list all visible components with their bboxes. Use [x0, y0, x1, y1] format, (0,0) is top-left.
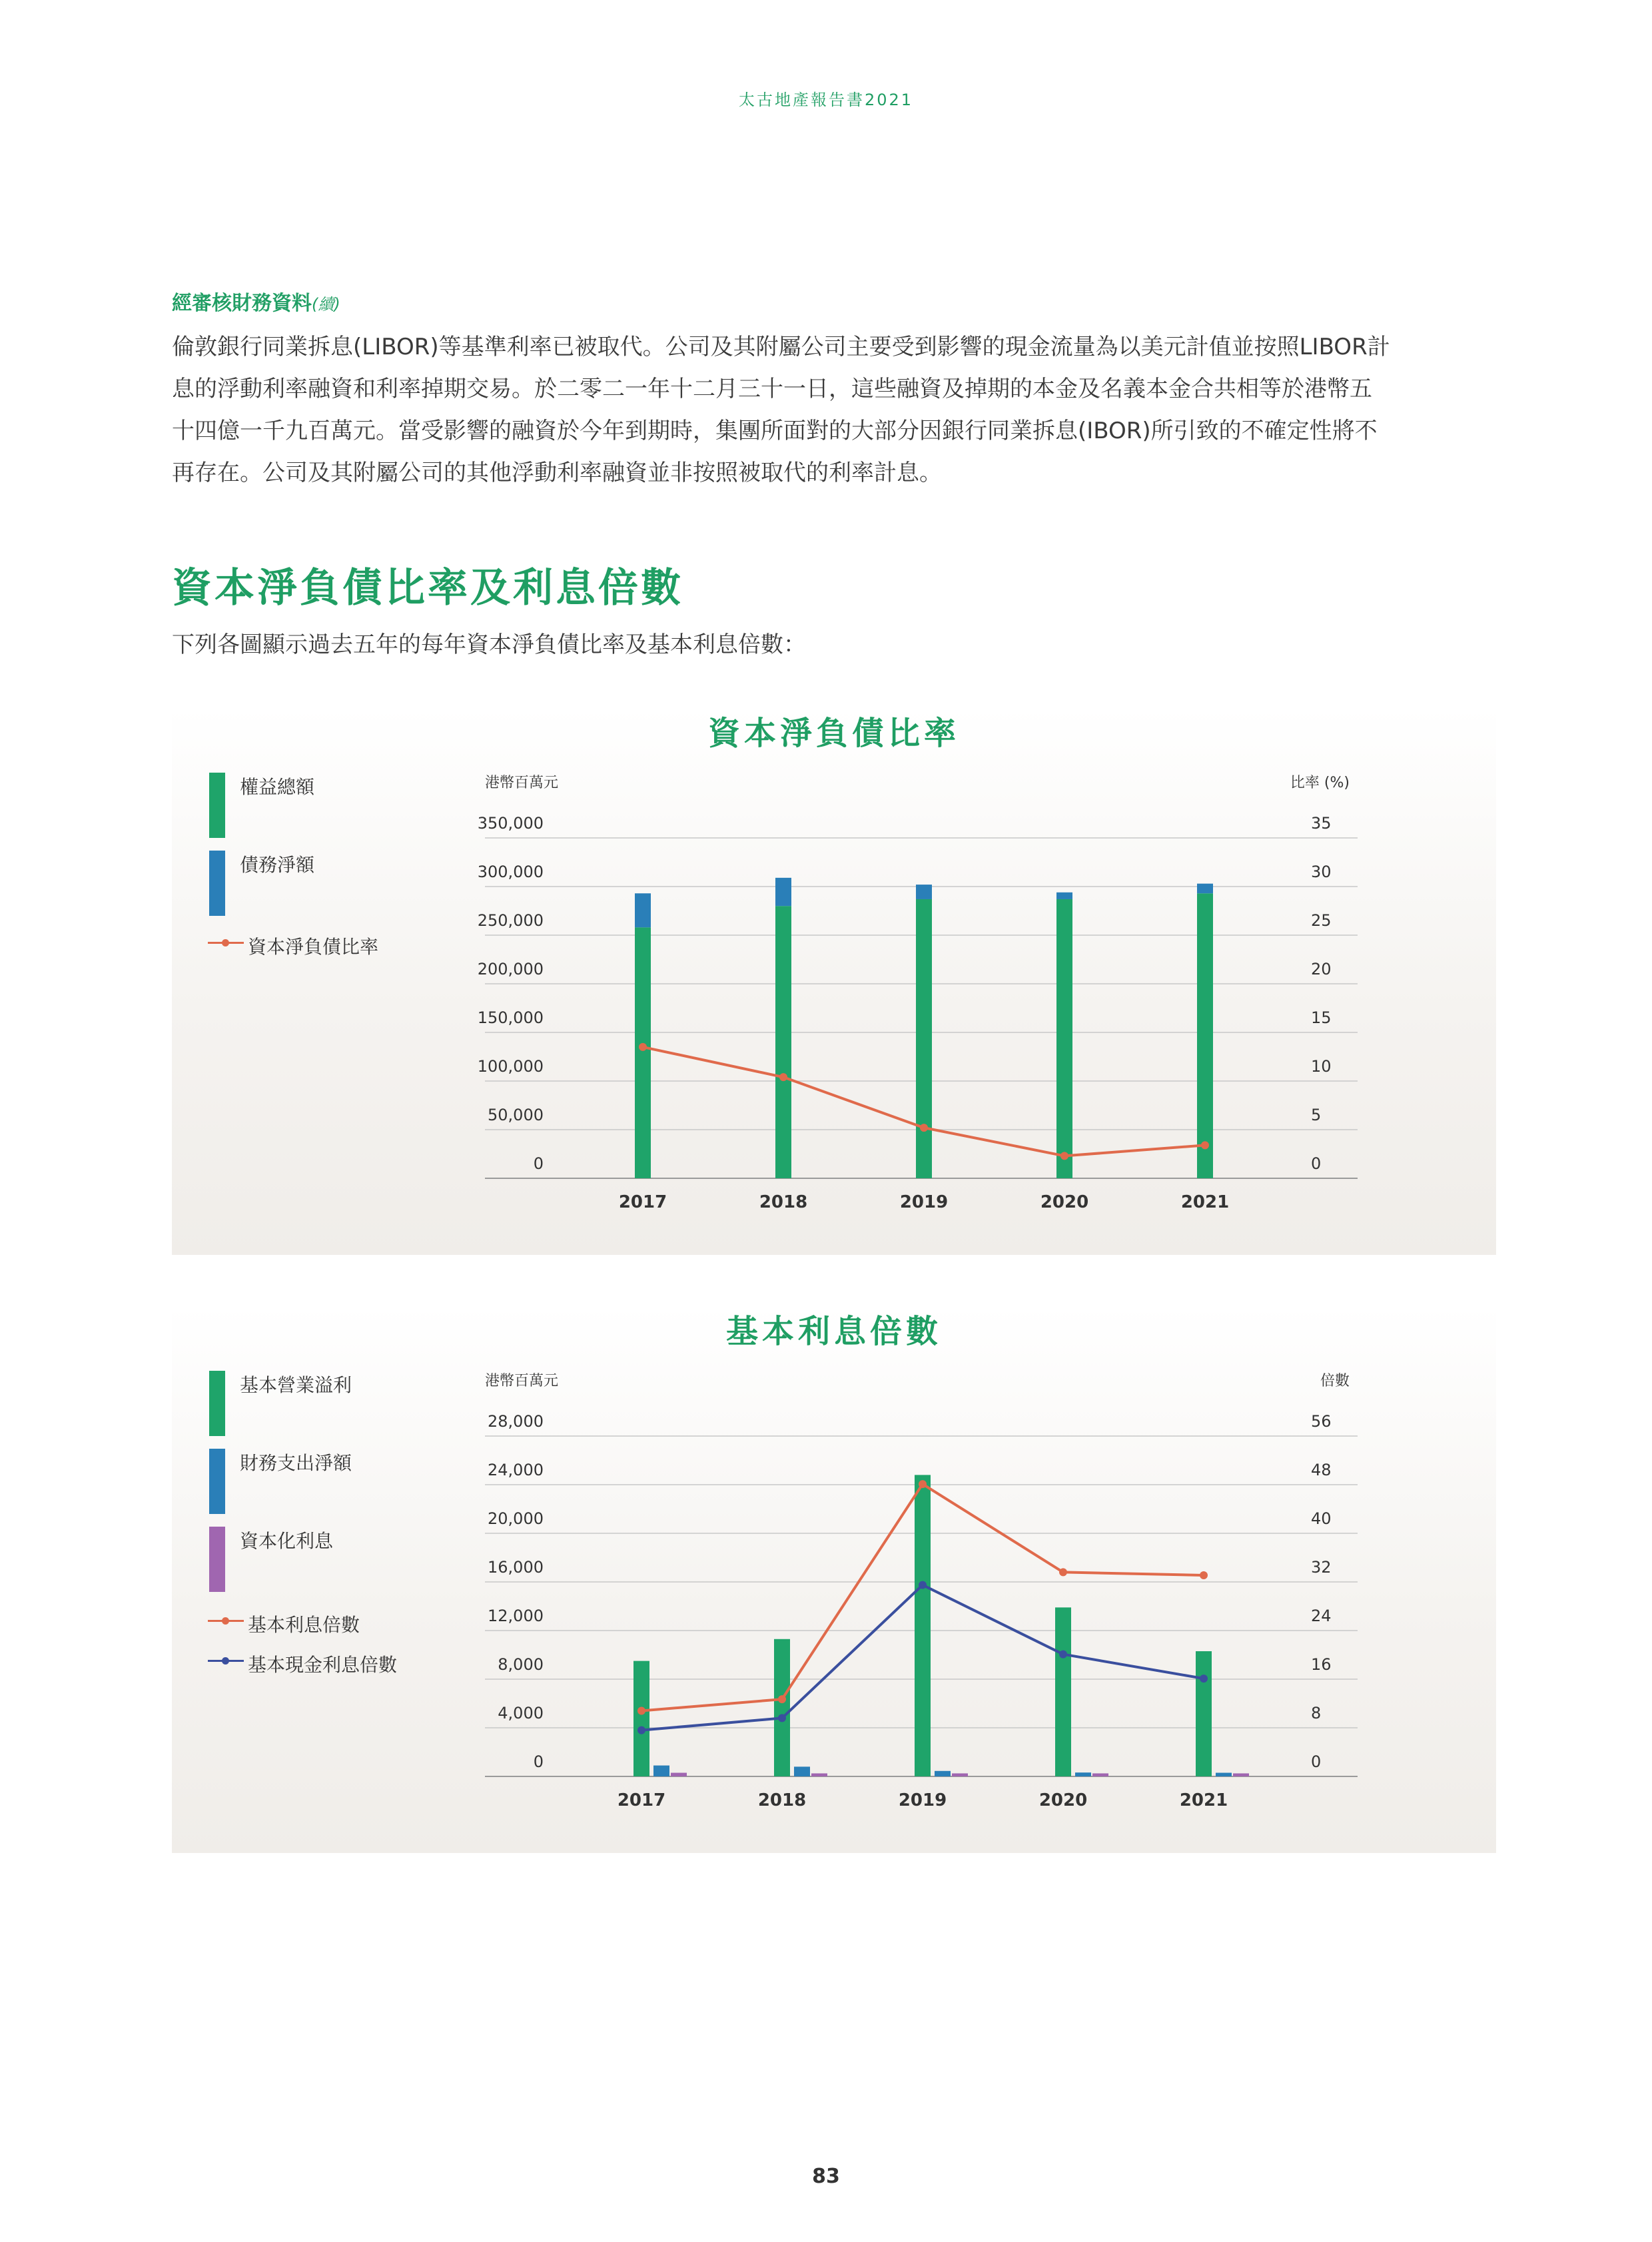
y2-tick-label: 0 [1311, 1752, 1322, 1771]
bar [811, 1773, 827, 1776]
line-point [919, 1480, 927, 1488]
y-tick-label: 150,000 [477, 1008, 544, 1027]
x-tick-label: 2018 [757, 1790, 807, 1810]
bar [935, 1771, 951, 1776]
bar [671, 1773, 687, 1776]
left-axis-label: 港幣百萬元 [485, 1373, 559, 1389]
line-point [1060, 1152, 1068, 1160]
main-title: 資本淨負債比率及利息倍數 [172, 565, 683, 611]
line-point [1059, 1651, 1067, 1659]
interest-cover-chart [172, 1306, 1496, 1853]
line-point [778, 1714, 786, 1722]
line-point [1059, 1568, 1067, 1576]
bar [633, 1661, 649, 1776]
bar [635, 893, 651, 927]
y-tick-label: 24,000 [488, 1461, 544, 1479]
y-tick-label: 100,000 [477, 1057, 544, 1076]
right-axis-label: 倍數 [1320, 1373, 1350, 1389]
right-axis-label: 比率 (%) [1290, 775, 1350, 791]
x-tick-label: 2021 [1180, 1192, 1230, 1212]
bar [1056, 893, 1072, 899]
line-point [637, 1706, 645, 1714]
y-tick-label: 250,000 [477, 911, 544, 930]
y-tick-label: 20,000 [488, 1509, 544, 1528]
y2-tick-label: 16 [1311, 1655, 1332, 1674]
y2-tick-label: 32 [1311, 1558, 1332, 1577]
y-tick-label: 28,000 [488, 1412, 544, 1431]
legend-label: 資本化利息 [240, 1530, 334, 1552]
bar [952, 1773, 968, 1776]
legend-label: 基本營業溢利 [240, 1374, 352, 1396]
interest-cover-chart-panel [172, 1306, 1496, 1853]
x-tick-label: 2017 [618, 1192, 667, 1212]
x-tick-label: 2017 [617, 1790, 666, 1810]
bar [916, 885, 932, 899]
bar [1196, 1651, 1212, 1776]
line-point [778, 1695, 786, 1703]
chart-title: 資本淨負債比率 [707, 715, 960, 752]
line-point [1200, 1571, 1208, 1579]
y-tick-label: 300,000 [477, 863, 544, 881]
bar [1055, 1607, 1071, 1776]
y2-tick-label: 10 [1311, 1057, 1332, 1076]
line-point [1201, 1141, 1209, 1149]
bar [1216, 1773, 1232, 1776]
y2-tick-label: 8 [1311, 1704, 1322, 1722]
legend-label: 資本淨負債比率 [248, 936, 379, 958]
y2-tick-label: 35 [1311, 814, 1332, 833]
y2-tick-label: 40 [1311, 1509, 1332, 1528]
x-tick-label: 2020 [1038, 1790, 1088, 1810]
y-tick-label: 0 [533, 1154, 544, 1173]
legend-label: 財務支出淨額 [240, 1452, 352, 1474]
line-point [637, 1726, 645, 1734]
bar [1056, 899, 1072, 1178]
y-tick-label: 12,000 [488, 1607, 544, 1625]
x-tick-label: 2021 [1179, 1790, 1228, 1810]
x-tick-label: 2018 [759, 1192, 808, 1212]
y2-tick-label: 5 [1311, 1106, 1322, 1124]
y2-tick-label: 56 [1311, 1412, 1332, 1431]
legend-label: 權益總額 [240, 776, 315, 798]
paragraph-line: 息的浮動利率融資和利率掉期交易。於二零二一年十二月三十一日，這些融資及掉期的本金及名義本金合共相等於港幣五 [172, 376, 1372, 402]
y2-tick-label: 25 [1311, 911, 1332, 930]
bar [775, 878, 791, 906]
chart-title: 基本利息倍數 [725, 1313, 942, 1350]
y-tick-label: 50,000 [488, 1106, 544, 1124]
section-label [172, 286, 340, 316]
section-label-continued: (續) [312, 295, 340, 314]
y2-tick-label: 20 [1311, 960, 1332, 978]
bar [635, 927, 651, 1178]
bar [794, 1766, 810, 1776]
y-tick-label: 4,000 [498, 1704, 544, 1722]
line-point [919, 1581, 927, 1589]
line-point [639, 1043, 647, 1051]
section-label-text: 經審核財務資料 [172, 292, 312, 315]
x-tick-label: 2020 [1040, 1192, 1089, 1212]
gearing-chart [172, 707, 1496, 1255]
line-point [779, 1073, 787, 1081]
y-tick-label: 0 [533, 1752, 544, 1771]
bar [653, 1766, 669, 1776]
intro-text: 下列各圖顯示過去五年的每年資本淨負債比率及基本利息倍數： [172, 631, 806, 658]
line-point [1200, 1675, 1208, 1682]
y2-tick-label: 48 [1311, 1461, 1332, 1479]
bar [916, 899, 932, 1178]
legend-label: 基本利息倍數 [248, 1614, 360, 1636]
body-paragraph [172, 326, 1484, 494]
bar [774, 1639, 790, 1776]
bar [1092, 1773, 1108, 1776]
gearing-chart-panel [172, 707, 1496, 1255]
y-tick-label: 8,000 [498, 1655, 544, 1674]
paragraph-line: 倫敦銀行同業拆息(LIBOR)等基準利率已被取代。公司及其附屬公司主要受到影響的現金流量為以美元計值並按照LIBOR計 [172, 334, 1390, 360]
y2-tick-label: 0 [1311, 1154, 1322, 1173]
bar [1233, 1773, 1249, 1776]
legend-label: 基本現金利息倍數 [248, 1654, 398, 1676]
y-tick-label: 16,000 [488, 1558, 544, 1577]
x-tick-label: 2019 [899, 1192, 949, 1212]
y2-tick-label: 30 [1311, 863, 1332, 881]
left-axis-label: 港幣百萬元 [485, 775, 559, 791]
paragraph-line: 再存在。公司及其附屬公司的其他浮動利率融資並非按照被取代的利率計息。 [172, 460, 942, 486]
report-header: 太古地產報告書2021 [738, 91, 914, 109]
legend-label: 債務淨額 [240, 854, 315, 876]
bar [775, 906, 791, 1178]
y2-tick-label: 24 [1311, 1607, 1332, 1625]
page-number: 83 [812, 2165, 840, 2188]
y2-tick-label: 15 [1311, 1008, 1332, 1027]
bar [1197, 893, 1213, 1178]
bar [915, 1475, 931, 1776]
paragraph-line: 十四億一千九百萬元。當受影響的融資於今年到期時，集團所面對的大部分因銀行同業拆息(IBOR)所引致的不確定性將不 [172, 418, 1378, 444]
bar [1075, 1772, 1091, 1776]
y-tick-label: 350,000 [477, 814, 544, 833]
x-tick-label: 2019 [898, 1790, 947, 1810]
y-tick-label: 200,000 [477, 960, 544, 978]
bar [1197, 884, 1213, 894]
line-point [920, 1124, 928, 1132]
